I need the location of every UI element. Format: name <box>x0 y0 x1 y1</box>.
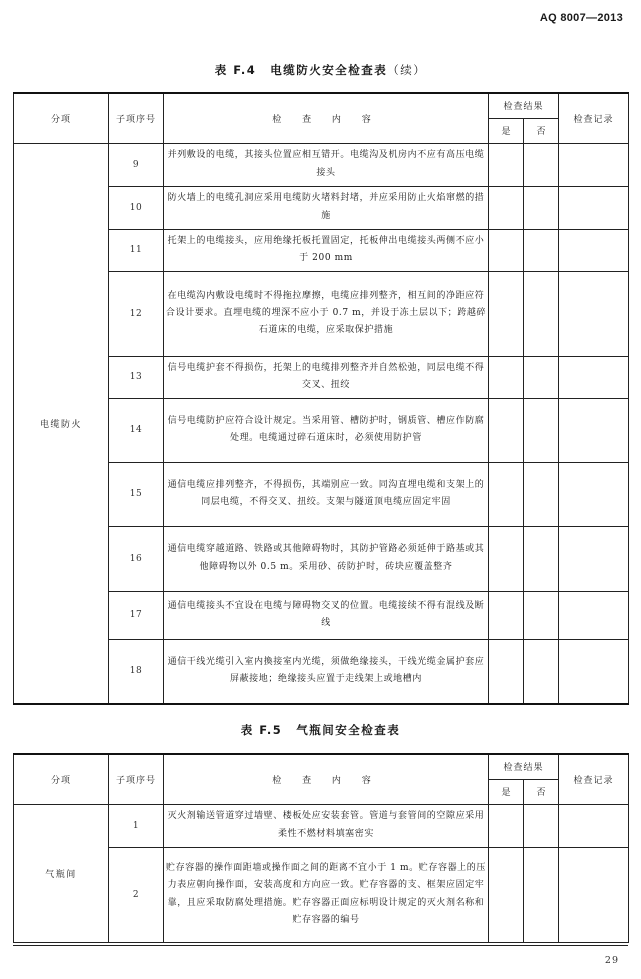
category-cell: 电缆防火 <box>14 143 109 704</box>
result-yes-cell[interactable] <box>489 591 524 639</box>
table-f4-number: 表 F.4 <box>214 63 257 77</box>
header-category: 分项 <box>14 93 109 143</box>
standard-id: AQ 8007—2013 <box>539 12 623 24</box>
result-yes-cell[interactable] <box>489 271 524 356</box>
header-record: 检查记录 <box>559 93 629 143</box>
table-f5-caption <box>0 722 641 738</box>
result-yes-cell[interactable] <box>489 143 524 186</box>
table-row <box>14 143 629 186</box>
result-no-cell[interactable] <box>524 847 559 942</box>
seq-cell: 16 <box>109 526 164 591</box>
header-record: 检查记录 <box>559 754 629 804</box>
record-cell[interactable] <box>559 804 629 847</box>
table-f5-title: 气瓶间安全检查表 <box>296 723 401 737</box>
result-yes-cell[interactable] <box>489 847 524 942</box>
seq-cell: 17 <box>109 591 164 639</box>
record-cell[interactable] <box>559 271 629 356</box>
table-row <box>14 804 629 847</box>
table-f5-number: 表 F.5 <box>240 723 283 737</box>
content-cell: 通信电缆穿越道路、铁路或其他障碍物时，其防护管路必须延伸于路基或其他障碍物以外 0.5 m。采用砂、砖防护时，砖块应覆盖整齐 <box>164 526 489 591</box>
result-no-cell[interactable] <box>524 271 559 356</box>
table-f4-caption <box>0 62 641 78</box>
seq-cell: 11 <box>109 229 164 271</box>
content-cell: 并列敷设的电缆，其接头位置应相互错开。电缆沟及机房内不应有高压电缆接头 <box>164 143 489 186</box>
seq-cell: 18 <box>109 639 164 704</box>
content-cell: 贮存容器的操作面距墙或操作面之间的距离不宜小于 1 m。贮存容器上的压力表应朝向操作面，安装高度和方向应一致。贮存容器的支、框架应固定牢靠，且应采取防腐处理措施。贮存容器正面应标明设计规定的灭火剂名称和贮存容器的编号 <box>164 847 489 942</box>
result-yes-cell[interactable] <box>489 804 524 847</box>
result-yes-cell[interactable] <box>489 186 524 229</box>
header-content: 检 查 内 容 <box>164 754 489 804</box>
header-yes: 是 <box>489 118 524 143</box>
result-no-cell[interactable] <box>524 356 559 398</box>
category-cell: 气瓶间 <box>14 804 109 942</box>
header-result: 检查结果 <box>489 93 559 118</box>
content-cell: 信号电缆防护应符合设计规定。当采用管、槽防护时，钢质管、槽应作防腐处理。电缆通过碎石道床时，必须使用防护管 <box>164 398 489 462</box>
header-result: 检查结果 <box>489 754 559 779</box>
result-no-cell[interactable] <box>524 591 559 639</box>
result-no-cell[interactable] <box>524 526 559 591</box>
result-no-cell[interactable] <box>524 186 559 229</box>
table-f4-title: 电缆防火安全检查表 <box>270 63 388 77</box>
result-yes-cell[interactable] <box>489 356 524 398</box>
result-yes-cell[interactable] <box>489 462 524 526</box>
seq-cell: 10 <box>109 186 164 229</box>
content-cell: 通信干线光缆引入室内換接室内光缆，须做绝缘接头，干线光缆金属护套应屏蔽接地；绝缘接头应置于走线架上或地槽内 <box>164 639 489 704</box>
bottom-rule <box>13 945 628 946</box>
content-cell: 防火墙上的电缆孔洞应采用电缆防火堵料封堵，并应采用防止火焰窜燃的措施 <box>164 186 489 229</box>
record-cell[interactable] <box>559 526 629 591</box>
seq-cell: 15 <box>109 462 164 526</box>
result-no-cell[interactable] <box>524 462 559 526</box>
record-cell[interactable] <box>559 639 629 704</box>
table-f4-continued: （续） <box>387 63 427 77</box>
result-yes-cell[interactable] <box>489 526 524 591</box>
seq-cell: 14 <box>109 398 164 462</box>
record-cell[interactable] <box>559 462 629 526</box>
seq-cell: 2 <box>109 847 164 942</box>
record-cell[interactable] <box>559 186 629 229</box>
header-category: 分项 <box>14 754 109 804</box>
content-cell: 灭火剂输送管道穿过墙壁、楼板处应安装套管。管道与套管间的空隙应采用柔性不燃材料填塞密实 <box>164 804 489 847</box>
seq-cell: 1 <box>109 804 164 847</box>
header-seq: 子项序号 <box>109 754 164 804</box>
record-cell[interactable] <box>559 143 629 186</box>
seq-cell: 13 <box>109 356 164 398</box>
table-f4 <box>13 92 629 705</box>
header-no: 否 <box>524 779 559 804</box>
content-cell: 信号电缆护套不得损伤，托架上的电缆排列整齐并自然松弛，同层电缆不得交叉、扭绞 <box>164 356 489 398</box>
result-no-cell[interactable] <box>524 804 559 847</box>
header-yes: 是 <box>489 779 524 804</box>
result-yes-cell[interactable] <box>489 398 524 462</box>
record-cell[interactable] <box>559 398 629 462</box>
content-cell: 通信电缆接头不宜设在电缆与障碍物交叉的位置。电缆接续不得有混线及断线 <box>164 591 489 639</box>
header-no: 否 <box>524 118 559 143</box>
header-content: 检 查 内 容 <box>164 93 489 143</box>
content-cell: 通信电缆应排列整齐，不得损伤，其端别应一致。同沟直埋电缆和支架上的同层电缆，不得交叉、扭绞。支架与隧道顶电缆应固定牢固 <box>164 462 489 526</box>
page-number: 29 <box>604 955 619 966</box>
result-yes-cell[interactable] <box>489 229 524 271</box>
result-no-cell[interactable] <box>524 229 559 271</box>
seq-cell: 9 <box>109 143 164 186</box>
result-no-cell[interactable] <box>524 143 559 186</box>
seq-cell: 12 <box>109 271 164 356</box>
result-yes-cell[interactable] <box>489 639 524 704</box>
table-f5 <box>13 753 629 943</box>
result-no-cell[interactable] <box>524 639 559 704</box>
record-cell[interactable] <box>559 356 629 398</box>
record-cell[interactable] <box>559 229 629 271</box>
result-no-cell[interactable] <box>524 398 559 462</box>
content-cell: 在电缆沟内敷设电缆时不得拖拉摩擦，电缆应排列整齐，相互间的净距应符合设计要求。直埋电缆的埋深不应小于 0.7 m，并设于冻土层以下；跨越碎石道床的电缆，应采取保护措施 <box>164 271 489 356</box>
record-cell[interactable] <box>559 847 629 942</box>
header-seq: 子项序号 <box>109 93 164 143</box>
content-cell: 托架上的电缆接头，应用绝缘托板托置固定，托板伸出电缆接头两侧不应小于 200 mm <box>164 229 489 271</box>
record-cell[interactable] <box>559 591 629 639</box>
